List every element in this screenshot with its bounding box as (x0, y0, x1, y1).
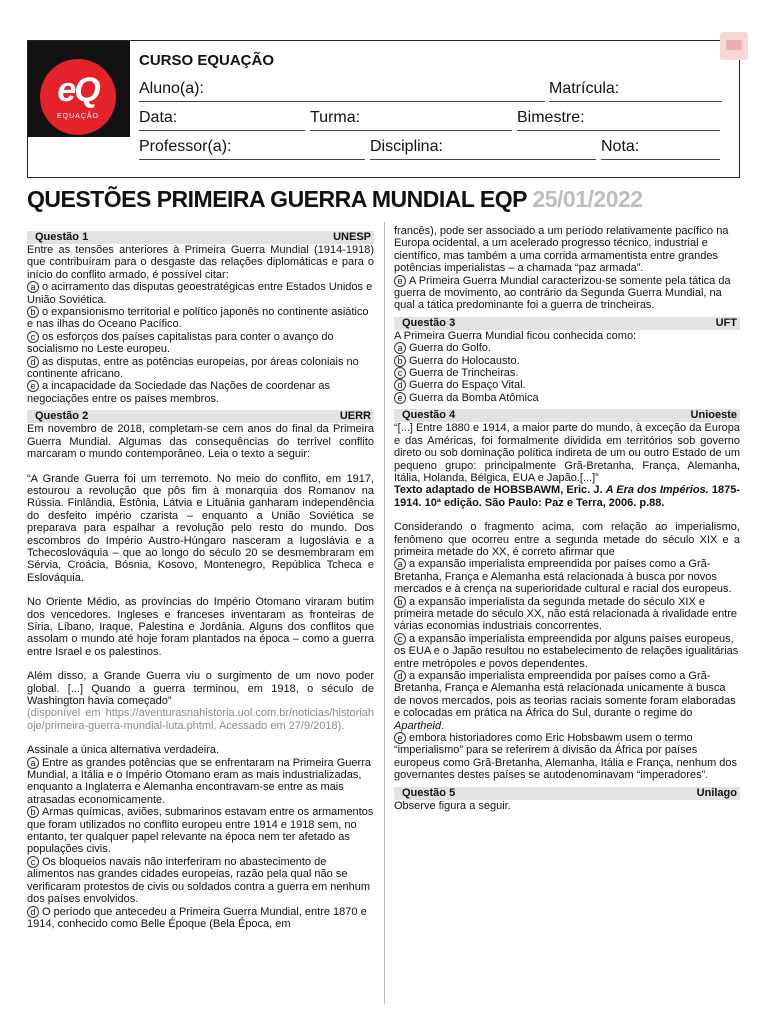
q3-option-a[interactable]: a Guerra do Golfo. (394, 342, 740, 354)
q1-option-a[interactable]: a o acirramento das disputas geoestratégicas entre Estados Unidos e União Soviética. (27, 281, 373, 306)
question-1-header (27, 231, 374, 244)
question-1-source: UNESP (333, 231, 371, 243)
q4-option-a[interactable]: a a expansão imperialista empreendida por países como a Grã-Bretanha, França e Alemanha está relacionada à busca por novos mercados e à crença na superioridade cultural e racial dos europeus. (394, 558, 732, 596)
left-column (27, 231, 374, 930)
question-5-stem: Observe figura a seguir. (394, 799, 511, 812)
question-5-source: Unilago (696, 786, 737, 799)
page-title (27, 186, 643, 213)
logo (28, 41, 130, 137)
subject-field[interactable] (370, 138, 596, 160)
question-4-header (394, 409, 740, 422)
question-3-stem: A Primeira Guerra Mundial ficou conhecida como: (394, 329, 637, 342)
date-field[interactable] (139, 109, 305, 131)
student-label: Aluno(a): (139, 80, 204, 97)
question-3-source: UFT (715, 316, 737, 329)
q4-option-c[interactable]: c a expansão imperialista empreendida por alguns países europeus, os EUA e o Japão resultou no estabelecimento de relações igualitárias entre metrópoles e povos dependentes. (394, 632, 739, 670)
question-3-header (394, 317, 740, 330)
question-2-header (27, 410, 374, 423)
question-2-paragraph-3: Além disso, a Grande Guerra viu o surgimento de um novo poder global. [...] Quando a guerra terminou, em 1918, o século de Washington havia começado” (27, 670, 374, 707)
title-text: QUESTÕES PRIMEIRA GUERRA MUNDIAL EQP (27, 186, 527, 212)
q3-option-d[interactable]: d Guerra do Espaço Vital. (394, 379, 740, 391)
question-1-label: Questão 1 (35, 231, 89, 243)
grade-field[interactable] (601, 138, 720, 160)
option-letter: c (27, 856, 39, 868)
class-field[interactable] (310, 109, 512, 131)
option-letter: a (394, 558, 406, 570)
q4-option-d[interactable]: d a expansão imperialista empreendida por países como a Grã-Bretanha, França e Alemanha está relacionada unicamente à busca de novos mercados, pois as teorias raciais somente foram elaboradas e colocadas em prática na África do Sul, durante o regime do Apartheid. (394, 670, 736, 732)
registration-label: Matrícula: (549, 80, 620, 97)
option-letter: a (394, 342, 406, 354)
registration-field[interactable] (549, 80, 722, 102)
option-letter: d (27, 906, 39, 918)
column-divider (384, 222, 385, 1004)
pdf-icon[interactable] (720, 32, 748, 60)
option-letter: c (394, 633, 406, 645)
option-letter: b (27, 306, 39, 318)
title-date: 25/01/2022 (532, 186, 643, 212)
teacher-label: Professor(a): (139, 138, 232, 155)
question-2-intro: Em novembro de 2018, completam-se cem anos do final da Primeira Guerra Mundial. Algumas das consequências do terrível conflito marcaram o mundo contemporâneo. Leia o texto a seguir: (27, 423, 374, 461)
logo-circle (40, 59, 116, 135)
q4-option-b[interactable]: b a expansão imperialista da segunda metade do século XIX e primeira metade do século XX, não está relacionada à rivalidade entre várias economias industriais concorrentes. (394, 595, 738, 633)
option-letter: e (394, 732, 406, 744)
q3-option-c[interactable]: c Guerra de Trincheiras. (394, 367, 740, 379)
question-4-quote: “[...] Entre 1880 e 1914, a maior parte do mundo, à exceção da Europa e das Américas, foi formalmente dividida em territórios sob governo direto ou sob dominação política indireta de um ou outro Estado de um pequeno grupo: principalmente Grã-Bretanha, França, Alemanha, Itália, Holanda, Bélgica, EUA e Japão.[...]” (394, 422, 740, 484)
date-label: Data: (139, 109, 178, 126)
bimester-label: Bimestre: (517, 109, 585, 126)
question-3-label: Questão 3 (402, 316, 456, 329)
question-1-stem: Entre as tensões anteriores à Primeira Guerra Mundial (1914-1918) que contribuíram para o desgaste das relações diplomáticas e para o início do conflito armado, é possível citar: (27, 244, 374, 281)
question-4-label: Questão 4 (402, 409, 456, 422)
option-letter: b (27, 806, 39, 818)
grade-label: Nota: (601, 138, 640, 155)
option-letter: b (394, 355, 406, 367)
question-5-header (394, 787, 740, 800)
q1-option-b[interactable]: b o expansionismo territorial e político japonês no continente asiático e nas ilhas do Oceano Pacífico. (27, 306, 369, 331)
q2-option-a[interactable]: a Entre as grandes potências que se enfrentaram na Primeira Guerra Mundial, a Itália e o Império Otomano eram as mais industrializadas, enquanto a Inglaterra e Alemanha encontravam-se entre as mais atrasadas economicamente. (27, 756, 371, 806)
question-2-paragraph-1: “A Grande Guerra foi um terremoto. No meio do conflito, em 1917, estourou a revolução que pôs fim à monarquia dos Romanov na Rússia. Finlândia, Estônia, Látvia e Lituânia ganharam independência do desfeito império czarista – enquanto a União Soviética se preparava para espalhar a revolução pelo resto do mundo. Dos escombros do Império Austro-Húngaro nasceram a Iugoslávia e a Tchecoslováquia – que ao longo do século 20 se desmembraram em Sérvia, Croácia, Bósnia, Kosovo, Montenegro, República Tcheca e Eslováquia. (27, 472, 374, 584)
option-letter: e (394, 392, 406, 404)
class-label: Turma: (310, 109, 361, 126)
logo-subtext: EQUAÇÃO (56, 113, 99, 120)
option-letter: c (394, 367, 406, 379)
logo-text: eQ (57, 71, 99, 109)
question-2-label: Questão 2 (35, 410, 89, 423)
student-field[interactable] (139, 80, 545, 102)
subject-label: Disciplina: (370, 138, 443, 155)
option-letter: a (27, 281, 39, 293)
q2-option-d[interactable]: d O período que antecedeu a Primeira Guerra Mundial, entre 1870 e 1914, conhecido como Belle Époque (Bela Época, em (27, 905, 367, 930)
question-4-reference: Texto adaptado de HOBSBAWM, Eric. J. A Era dos Impérios. 1875-1914. 10ª edição. São Paulo: Paz e Terra, 2006. p.88. (394, 484, 741, 509)
question-2-source: UERR (339, 410, 371, 423)
q2-option-b[interactable]: b Armas químicas, aviões, submarinos estavam entre os armamentos que foram utilizados no conflito europeu entre 1914 e 1918 sem, no entanto, ter qualquer papel relevante na época nem ter afetado as populações civis. (27, 806, 374, 856)
q1-option-c[interactable]: c os esforços dos países capitalistas para conter o avanço do socialismo no Leste europeu. (27, 330, 334, 356)
question-4-stem: Considerando o fragmento acima, com relação ao imperialismo, fenômeno que ocorreu entre a segunda metade do século XIX e a primeira metade do XX, é correto afirmar que (394, 521, 740, 558)
course-name: CURSO EQUAÇÃO (139, 52, 275, 69)
q3-option-b[interactable]: b Guerra do Holocausto. (394, 355, 740, 367)
question-2-citation: (disponível em https://aventurasnahistoria.uol.com.br/noticias/historiahoje/primeira-guerra-mundial-luta.phtml. Acessado em 27/9/2018). (27, 707, 374, 732)
q4-option-e[interactable]: e embora historiadores como Eric Hobsbawm usem o termo “imperialismo” para se referirem à divisão da África por países europeus como Grã-Bretanha, Alemanha, Itália e França, nenhum dos governantes destes países se autodenominavam “imperadores”. (394, 732, 738, 782)
option-letter: e (27, 380, 39, 392)
question-2-paragraph-2: No Oriente Médio, as províncias do Império Otomano viraram butim dos vencedores. Ingleses e franceses inventaram as fronteiras de Síria, Líbano, Iraque, Palestina e Jordânia. Alguns dos conflitos que assolam o mundo até hoje foram plantados na época – como a guerra entre Israel e os palestinos. (27, 596, 374, 658)
q2-option-e[interactable]: e A Primeira Guerra Mundial caracterizou-se somente pela tática da guerra de movimento, ao contrário da Segunda Guerra Mundial, na qual a tática predominante foi a guerra de trincheiras. (394, 274, 731, 312)
option-letter: b (394, 596, 406, 608)
option-letter: c (27, 331, 39, 343)
option-letter: d (394, 379, 406, 391)
question-2-instruction: Assinale a única alternativa verdadeira. (27, 744, 220, 757)
q3-option-e[interactable]: e Guerra da Bomba Atômica (394, 392, 740, 404)
question-4-source: Unioeste (690, 409, 737, 422)
option-letter: d (394, 670, 406, 682)
q2-option-d-continuation: francês), pode ser associado a um período relativamente pacífico na Europa ocidental, a um acelerado progresso técnico, industrial e científico, mas também a uma corrida armamentista entre grandes potências imperialistas – a chamada “paz armada”. (394, 225, 729, 275)
option-letter: d (27, 356, 39, 368)
teacher-field[interactable] (139, 138, 365, 160)
bimester-field[interactable] (517, 109, 720, 131)
q1-option-e[interactable]: e a incapacidade da Sociedade das Nações de coordenar as negociações entre os países membros. (27, 380, 331, 405)
right-column (394, 225, 740, 812)
q1-option-d[interactable]: d as disputas, entre as potências europeias, por áreas coloniais no continente africano. (27, 355, 359, 381)
question-5-label: Questão 5 (402, 786, 456, 799)
option-letter: e (394, 275, 406, 287)
option-letter: a (27, 757, 39, 769)
q2-option-c[interactable]: c Os bloqueios navais não interferiram no abastecimento de alimentos nas grandes cidades europeias, razão pela qual não se verificaram protestos de civis ou soldados contra a guerra em nenhum dos países envolvidos. (27, 855, 371, 906)
